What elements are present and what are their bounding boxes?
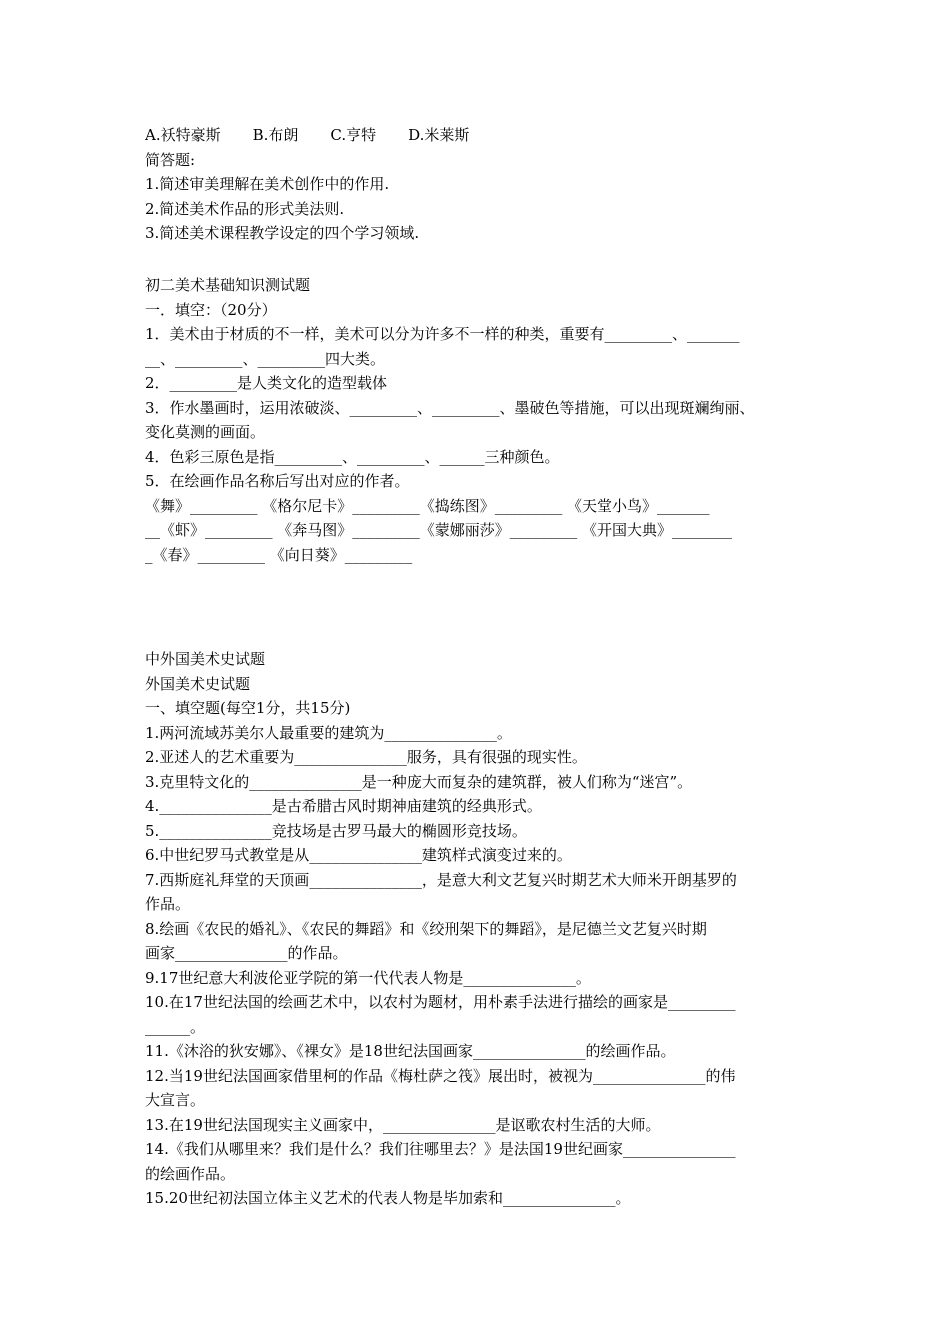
question-line: 作品。	[145, 895, 191, 913]
question-line: __《虾》_________ 《奔马图》_________《蒙娜丽莎》_________ 《开国大典》________	[145, 521, 733, 539]
question-line: 4．色彩三原色是指_________、_________、______三种颜色。	[145, 447, 560, 466]
question-line: 一、填空题(每空1分，共15分)	[145, 699, 351, 717]
question-line: 6.中世纪罗马式教堂是从_______________建筑样式演变过来的。	[145, 846, 572, 864]
section-title: 中外国美术史试题	[145, 650, 266, 668]
question-line: 15.20世纪初法国立体主义艺术的代表人物是毕加索和_______________。	[145, 1189, 631, 1207]
choice-options	[145, 123, 813, 148]
question-line: 4._______________是古希腊古风时期神庙建筑的经典形式。	[145, 797, 542, 815]
question-line: 5．在绘画作品名称后写出对应的作者。	[145, 472, 410, 490]
option-c: C.亨特	[330, 126, 377, 144]
section-title: 初二美术基础知识测试题	[145, 276, 311, 294]
question-line: 8.绘画《农民的婚礼》、《农民的舞蹈》和《绞刑架下的舞蹈》，是尼德兰文艺复兴时期	[145, 919, 707, 938]
section-short-answer	[145, 123, 813, 246]
question-line: 3．作水墨画时，运用浓破淡、_________、_________、墨破色等措施，可以出现斑斓绚丽、	[145, 398, 755, 417]
question-line: 13.在19世纪法国现实主义画家中，_______________是讴歌农村生活的大师。	[145, 1115, 661, 1134]
question-line: 大宣言。	[145, 1091, 206, 1109]
question-line: 10.在17世纪法国的绘画艺术中，以农村为题材，用朴素手法进行描绘的画家是_________	[145, 993, 736, 1011]
option-a: A.袄特豪斯	[145, 126, 221, 144]
question-line: 1.两河流域苏美尔人最重要的建筑为_______________。	[145, 723, 512, 742]
question-line: 1．美术由于材质的不一样，美术可以分为许多不一样的种类，重要有_________、_______	[145, 325, 740, 343]
question-line: 2.简述美术作品的形式美法则.	[145, 199, 345, 218]
question-line: 12.当19世纪法国画家借里柯的作品《梅杜萨之筏》展出时，被视为_______________的伟	[145, 1066, 736, 1085]
question-line: 11.《沐浴的狄安娜》、《裸女》是18世纪法国画家_______________的绘画作品。	[145, 1042, 676, 1060]
question-line: 5._______________竞技场是古罗马最大的椭圆形竞技场。	[145, 821, 527, 840]
question-line: 3.简述美术课程教学设定的四个学习领域.	[145, 224, 420, 242]
question-line: 的绘画作品。	[145, 1164, 236, 1183]
question-line: 变化莫测的画面。	[145, 423, 266, 441]
question-line: 《舞》_________ 《格尔尼卡》_________《捣练图》_________ 《天堂小鸟》_______	[145, 496, 710, 515]
option-b: B.布朗	[252, 126, 299, 144]
question-line: 9.17世纪意大利波伦亚学院的第一代代表人物是_______________。	[145, 968, 591, 987]
question-line: _《春》_________ 《向日葵》_________	[145, 545, 413, 564]
question-line: 1.简述审美理解在美术创作中的作用.	[145, 175, 390, 193]
question-line: 7.西斯庭礼拜堂的天顶画_______________，是意大利文艺复兴时期艺术大师米开朗基罗的	[145, 870, 737, 889]
question-line: __、_________、_________四大类。	[145, 349, 386, 368]
question-line: 2.亚述人的艺术重要为_______________服务，具有很强的现实性。	[145, 748, 587, 766]
question-line: ______。	[145, 1017, 206, 1036]
short-answer-heading: 简答题:	[145, 150, 196, 169]
question-line: 14.《我们从哪里来？我们是什么？我们往哪里去？》是法国19世纪画家_______________	[145, 1140, 736, 1158]
section-art-history	[145, 647, 813, 1211]
question-line: 画家_______________的作品。	[145, 944, 348, 962]
question-line: 2．_________是人类文化的造型载体	[145, 374, 388, 392]
section-grade8-test	[145, 273, 813, 567]
section-subtitle: 外国美术史试题	[145, 674, 251, 693]
option-d: D.米莱斯	[408, 126, 470, 144]
question-line: 一．填空：（20分）	[145, 300, 277, 319]
question-line: 3.克里特文化的_______________是一种庞大而复杂的建筑群，被人们称为“迷宫”。	[145, 772, 693, 791]
